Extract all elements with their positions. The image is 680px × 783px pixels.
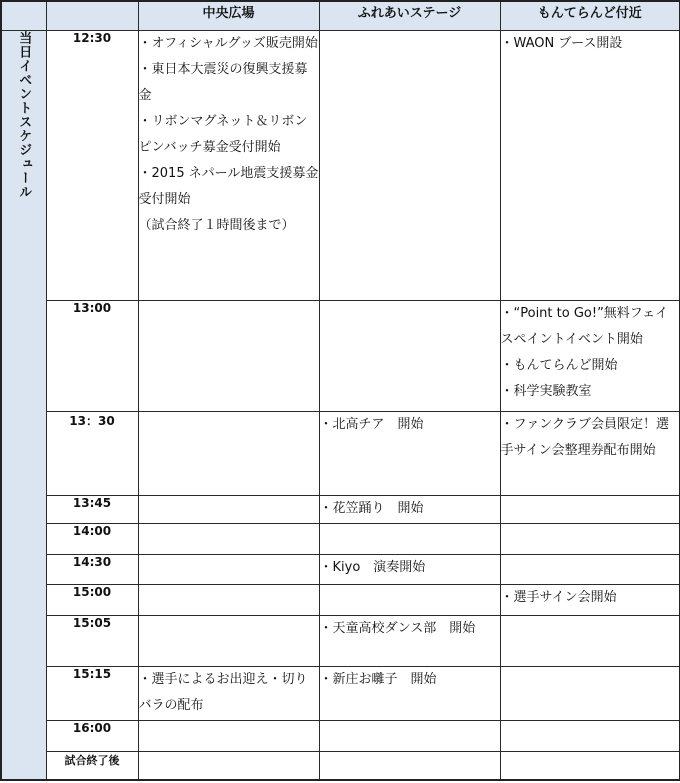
time-cell: 12:30 — [46, 31, 138, 301]
event-item: ・リボンマグネット＆リボンピンバッチ募金受付開始 — [138, 114, 308, 155]
monteland-area-cell — [500, 615, 680, 666]
event-item: ・もんてらんど開始 — [500, 357, 618, 373]
time-cell: 14:30 — [46, 554, 138, 585]
schedule-row — [1, 751, 680, 780]
schedule-row — [1, 721, 680, 752]
fureai-stage-cell — [319, 496, 500, 524]
monteland-area-cell — [500, 585, 680, 616]
side-label: 当日イベントスケジュール — [16, 31, 32, 199]
time-cell: 13:45 — [46, 496, 138, 524]
schedule-row — [1, 496, 680, 524]
monteland-area-cell — [500, 554, 680, 585]
schedule-row — [1, 554, 680, 585]
time-cell: 15:05 — [46, 615, 138, 666]
central-plaza-cell — [138, 554, 319, 585]
fureai-stage-cell — [319, 523, 500, 554]
time-cell: 14:00 — [46, 523, 138, 554]
central-plaza-cell — [138, 585, 319, 616]
time-cell: 16:00 — [46, 721, 138, 752]
time-cell: 15:15 — [46, 666, 138, 720]
schedule-row — [1, 585, 680, 616]
central-plaza-cell — [138, 721, 319, 752]
monteland-area-cell — [500, 412, 680, 496]
event-item: ・北高チア 開始 — [319, 417, 424, 433]
time-cell: 13：30 — [46, 412, 138, 496]
fureai-stage-cell — [319, 412, 500, 496]
monteland-area-cell — [500, 496, 680, 524]
fureai-stage-cell — [319, 666, 500, 720]
event-item: ・ファンクラブ会員限定！選手サイン会整理券配布開始 — [500, 417, 669, 459]
central-plaza-cell — [138, 300, 319, 411]
central-plaza-header: 中央広場 — [138, 1, 319, 31]
fureai-stage-header: ふれあいステージ — [319, 1, 500, 31]
time-cell: 試合終了後 — [46, 751, 138, 780]
monteland-area-cell — [500, 666, 680, 720]
time-cell: 13:00 — [46, 300, 138, 411]
event-item: ・天童高校ダンス部 開始 — [319, 620, 476, 636]
header-row — [1, 1, 680, 31]
schedule-row — [1, 412, 680, 496]
fureai-stage-cell — [319, 585, 500, 616]
event-item: ・Kiyo 演奏開始 — [319, 559, 426, 575]
monteland-area-header: もんてらんど付近 — [500, 1, 680, 31]
event-item: ・科学実験教室 — [500, 383, 592, 399]
central-plaza-cell — [138, 615, 319, 666]
monteland-area-cell — [500, 300, 680, 411]
corner-cell — [1, 1, 46, 31]
central-plaza-cell — [138, 523, 319, 554]
fureai-stage-cell — [319, 31, 500, 301]
time-cell: 15:00 — [46, 585, 138, 616]
fureai-stage-cell — [319, 721, 500, 752]
schedule-body — [1, 31, 680, 781]
central-plaza-cell — [138, 496, 319, 524]
monteland-area-cell — [500, 523, 680, 554]
central-plaza-cell — [138, 666, 319, 720]
event-item: ・2015 ネパール地震支援募金受付開始 — [138, 166, 319, 207]
side-label-cell — [1, 31, 46, 781]
event-item: ・オフィシャルグッズ販売開始 — [138, 36, 318, 51]
event-item: ・選手サイン会開始 — [500, 590, 617, 606]
fureai-stage-cell — [319, 554, 500, 585]
schedule-row — [1, 300, 680, 411]
event-item: ・東日本大震災の復興支援募金 — [138, 62, 308, 103]
event-item: ・花笠踊り 開始 — [319, 501, 424, 517]
event-item: ・選手によるお出迎え・切りバラの配布 — [138, 671, 308, 713]
fureai-stage-cell — [319, 751, 500, 780]
monteland-area-cell — [500, 751, 680, 780]
central-plaza-cell — [138, 412, 319, 496]
event-item: （試合終了１時間後まで） — [138, 218, 295, 233]
schedule-row — [1, 523, 680, 554]
central-plaza-cell — [138, 751, 319, 780]
event-item: ・“Point to Go!”無料フェイスペイントイベント開始 — [500, 305, 669, 347]
schedule-row — [1, 615, 680, 666]
fureai-stage-cell — [319, 300, 500, 411]
central-plaza-cell — [138, 31, 319, 301]
monteland-area-cell — [500, 31, 680, 301]
monteland-area-cell — [500, 721, 680, 752]
event-item: ・新庄お囃子 開始 — [319, 671, 437, 687]
event-item: ・WAON ブース開設 — [500, 36, 623, 51]
schedule-row — [1, 666, 680, 720]
time-column-header — [46, 1, 138, 31]
schedule-row — [1, 31, 680, 301]
fureai-stage-cell — [319, 615, 500, 666]
